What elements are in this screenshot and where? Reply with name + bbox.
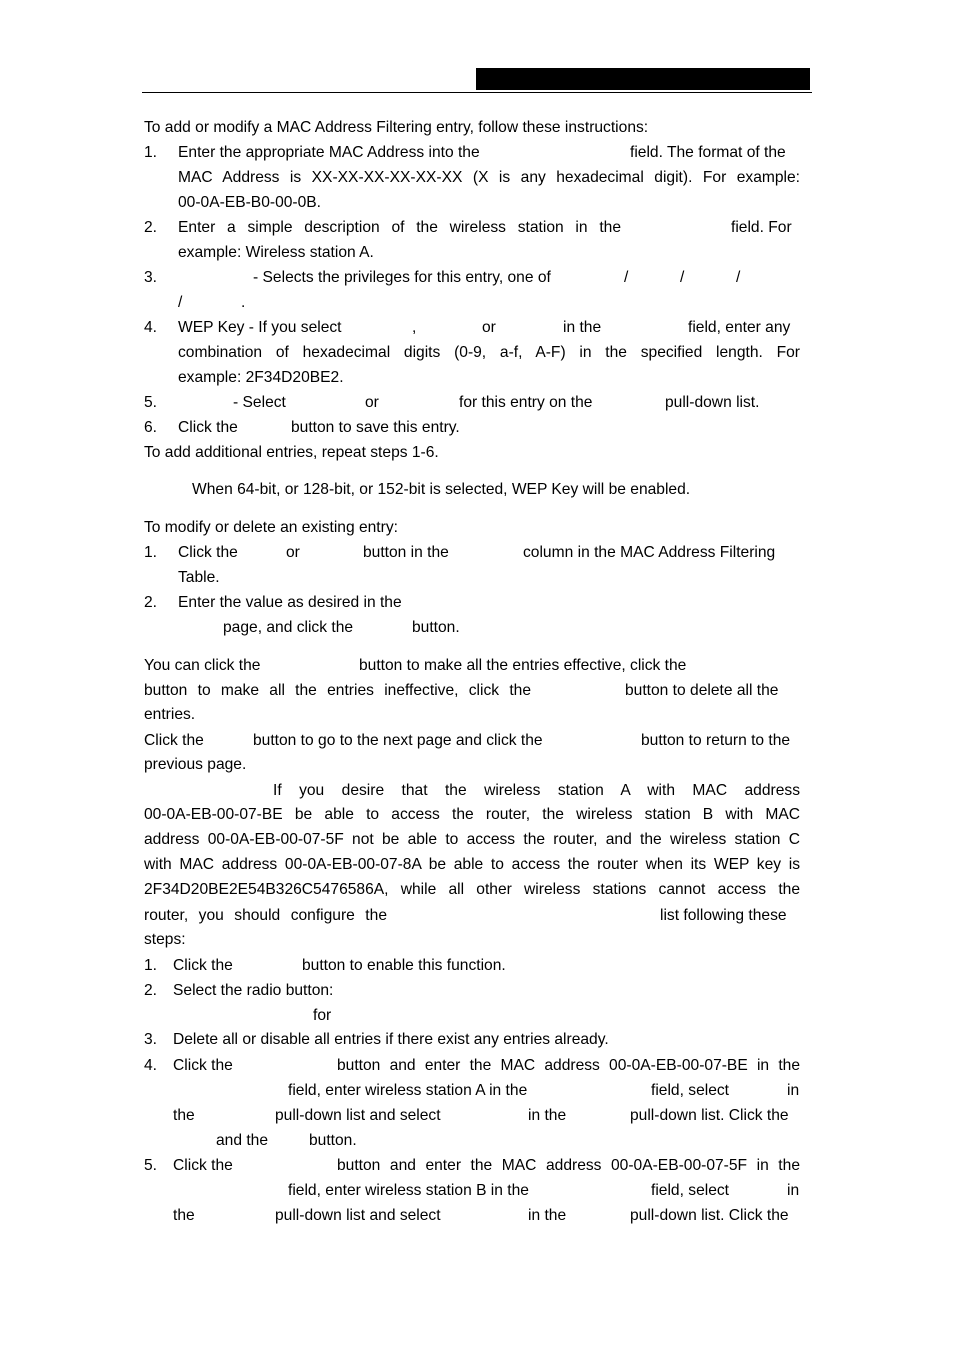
text-segment: previous page. — [144, 756, 247, 773]
text-segment: To add additional entries, repeat steps 1-6. — [144, 444, 439, 461]
text-segment: MAC Address is XX-XX-XX-XX-XX-XX (X is any hexadecimal digit). For example: — [178, 169, 800, 186]
text-segment: Click the — [173, 957, 233, 974]
text-segment: Click the — [178, 419, 238, 436]
list-number: 1. — [144, 957, 158, 974]
text-segment: button. — [412, 619, 460, 636]
text-segment: . — [241, 294, 246, 311]
list-number: 3. — [144, 1031, 158, 1048]
text-segment: in the — [528, 1207, 567, 1224]
text-segment: address 00-0A-EB-00-07-5F not be able to access the router, and the wireless station C — [144, 831, 800, 848]
text-segment: You can click the — [144, 657, 261, 674]
list-number: 1. — [144, 544, 158, 561]
text-segment: button to return to the — [641, 732, 791, 749]
text-segment: field, enter wireless station B in the — [288, 1182, 529, 1199]
text-segment: If you desire that the wireless station A with MAC address — [273, 782, 800, 799]
text-segment: for — [313, 1007, 332, 1024]
text-segment: in — [787, 1182, 800, 1199]
text-segment: button and enter the MAC address 00-0A-EB-00-07-5F in the — [337, 1157, 800, 1174]
text-segment: for this entry on the — [459, 394, 593, 411]
text-segment: Enter a simple description of the wireless station in the — [178, 219, 621, 236]
text-segment: WEP Key - If you select — [178, 319, 342, 336]
text-segment: in the — [563, 319, 602, 336]
text-segment: Click the — [173, 1057, 233, 1074]
list-number: 5. — [144, 1157, 158, 1174]
text-segment: field. For — [731, 219, 792, 236]
text-segment: Click the — [173, 1157, 233, 1174]
list-number: 4. — [144, 1057, 158, 1074]
text-segment: and the — [216, 1132, 269, 1149]
text-segment: pull-down list. Click the — [630, 1207, 789, 1224]
text-segment: button in the — [363, 544, 449, 561]
text-segment: combination of hexadecimal digits (0-9, a-f, A-F) in the specified length. For — [178, 344, 800, 361]
text-segment: Delete all or disable all entries if there exist any entries already. — [173, 1031, 609, 1048]
text-segment: 00-0A-EB-00-07-BE be able to access the router, the wireless station B with MAC — [144, 806, 800, 823]
text-segment: the — [173, 1207, 195, 1224]
text-segment: pull-down list and select — [275, 1107, 441, 1124]
list-number: 5. — [144, 394, 158, 411]
text-segment: in — [787, 1082, 800, 1099]
list-number: 2. — [144, 219, 158, 236]
text-segment: / — [736, 269, 741, 286]
text-segment: Click the — [144, 732, 204, 749]
list-number: 2. — [144, 982, 158, 999]
text-segment: button to go to the next page and click the — [253, 732, 543, 749]
text-segment: / — [178, 294, 183, 311]
text-segment: 2F34D20BE2E54B326C5476586A, while all other wireless stations cannot access the — [144, 881, 800, 898]
header-rule — [142, 92, 812, 93]
text-segment: button. — [309, 1132, 357, 1149]
text-segment: entries. — [144, 706, 196, 723]
text-segment: steps: — [144, 931, 186, 948]
text-segment: Enter the appropriate MAC Address into the — [178, 144, 480, 161]
text-segment: button to save this entry. — [291, 419, 460, 436]
text-segment: Click the — [178, 544, 238, 561]
text-segment: button to delete all the — [625, 682, 779, 699]
text-segment: router, you should configure the — [144, 907, 387, 924]
text-segment: page, and click the — [223, 619, 354, 636]
text-segment: or — [365, 394, 379, 411]
text-segment: To add or modify a MAC Address Filtering entry, follow these instructions: — [144, 119, 649, 136]
text-segment: the — [173, 1107, 195, 1124]
text-segment: field, enter any — [688, 319, 791, 336]
text-segment: / — [680, 269, 685, 286]
text-segment: pull-down list and select — [275, 1207, 441, 1224]
text-segment: example: 2F34D20BE2. — [178, 369, 344, 386]
list-number: 1. — [144, 144, 158, 161]
text-segment: or — [286, 544, 300, 561]
text-segment: pull-down list. — [665, 394, 760, 411]
text-segment: To modify or delete an existing entry: — [144, 519, 398, 536]
text-segment: - Select — [233, 394, 286, 411]
text-segment: field. The format of the — [630, 144, 786, 161]
text-segment: button to make all the entries ineffective, click the — [144, 682, 531, 699]
text-segment: button to make all the entries effective, click the — [359, 657, 687, 674]
text-segment: , — [412, 319, 417, 336]
text-segment: example: Wireless station A. — [178, 244, 374, 261]
list-number: 3. — [144, 269, 158, 286]
list-number: 4. — [144, 319, 158, 336]
text-segment: / — [624, 269, 629, 286]
text-segment: field, select — [651, 1182, 730, 1199]
text-segment: pull-down list. Click the — [630, 1107, 789, 1124]
text-segment: 00-0A-EB-B0-00-0B. — [178, 194, 322, 211]
text-segment: list following these — [660, 907, 787, 924]
list-number: 2. — [144, 594, 158, 611]
text-segment: button to enable this function. — [302, 957, 506, 974]
text-segment: in the — [528, 1107, 567, 1124]
text-segment: - Selects the privileges for this entry, one of — [253, 269, 551, 286]
text-segment: button and enter the MAC address 00-0A-EB-00-07-BE in the — [337, 1057, 800, 1074]
list-number: 6. — [144, 419, 158, 436]
text-segment: with MAC address 00-0A-EB-00-07-8A be able to access the router when its WEP key is — [144, 856, 800, 873]
text-segment: field, select — [651, 1082, 730, 1099]
text-segment: When 64-bit, or 128-bit, or 152-bit is selected, WEP Key will be enabled. — [192, 481, 691, 498]
text-segment: field, enter wireless station A in the — [288, 1082, 528, 1099]
text-segment: Table. — [178, 569, 220, 586]
text-segment: Select the radio button: — [173, 982, 334, 999]
text-segment: column in the MAC Address Filtering — [523, 544, 776, 561]
header-bar — [476, 68, 810, 90]
text-segment: or — [482, 319, 496, 336]
text-segment: Enter the value as desired in the — [178, 594, 402, 611]
